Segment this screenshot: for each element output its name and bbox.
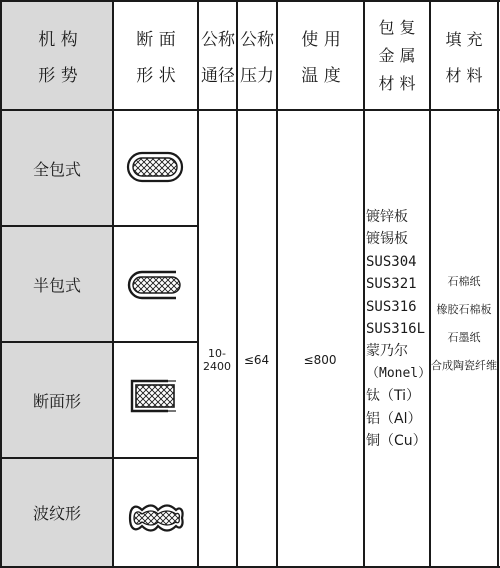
half-wrap-gasket-icon — [126, 268, 184, 302]
nominal-pressure-value: ≤64 — [243, 353, 270, 367]
list-item: 钛（Ti） — [366, 388, 421, 405]
header-operating-temperature: 使 用 温 度 — [301, 30, 341, 86]
list-item: SUS321 — [366, 276, 417, 293]
nominal-diameter-value: 10-2400 — [203, 347, 231, 373]
row-name-section: 断面形 — [32, 391, 81, 411]
header-structure-form: 机 构 形 势 — [38, 30, 78, 86]
row-name-half-wrap: 半包式 — [32, 275, 81, 295]
row-name-corrugated: 波纹形 — [32, 504, 81, 523]
list-item: SUS316L — [366, 321, 426, 338]
header-cladding-metal: 包 复 金 属 材 料 — [378, 18, 416, 93]
header-section-shape: 断 面 形 状 — [136, 30, 176, 86]
corrugated-gasket-icon — [124, 500, 186, 536]
header-nominal-pressure: 公称 压力 — [240, 30, 274, 86]
list-item: 铝（Al） — [366, 410, 422, 427]
list-item: 蒙乃尔 — [366, 343, 408, 360]
header-nominal-diameter: 公称 通径 — [201, 30, 235, 86]
filler-material-list — [430, 268, 498, 380]
list-item: SUS304 — [366, 253, 417, 270]
list-item: 合成陶瓷纤维 — [431, 359, 497, 372]
row-name-full-wrap: 全包式 — [32, 159, 81, 179]
list-item: 橡胶石棉板 — [436, 303, 492, 316]
list-item: 铜（Cu） — [366, 433, 427, 450]
list-item: 石棉纸 — [447, 275, 481, 288]
operating-temperature-value: ≤800 — [303, 353, 337, 367]
list-item: 镀锌板 — [366, 209, 408, 225]
list-item: （Monel） — [366, 365, 432, 381]
cladding-metal-list — [366, 206, 430, 452]
header-filler-material: 填 充 材 料 — [445, 30, 483, 85]
section-gasket-icon — [128, 378, 180, 414]
grid-line — [112, 0, 114, 568]
list-item: 石墨纸 — [447, 331, 481, 344]
list-item: SUS316 — [366, 298, 417, 315]
full-wrap-gasket-icon — [126, 150, 184, 184]
grid-line — [0, 0, 500, 2]
list-item: 镀锡板 — [366, 231, 408, 248]
